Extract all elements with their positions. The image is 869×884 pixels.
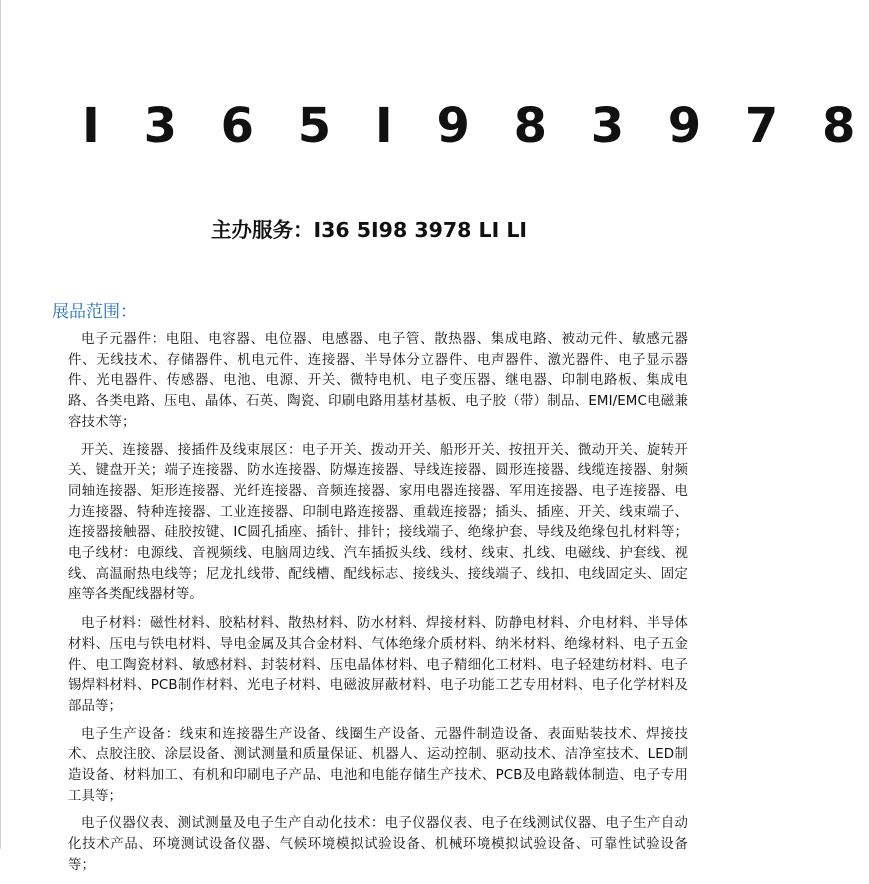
paragraph-electronic-components: 电子元器件：电阻、电容器、电位器、电感器、电子管、散热器、集成电路、被动元件、敏感元器件、无线技术、存储器件、机电元件、连接器、半导体分立器件、电声器件、激光器件、电子显示器件、光电器件、传感器、电池、电源、开关、微特电机、电子变压器、继电器、印制电路板、集成电路、各类电路、压电、晶体、石英、陶瓷、印刷电路用基材基板、电子胶（带）制品、EMI/EMC电磁兼容技术等； [68, 332, 688, 430]
paragraph-electronic-materials: 电子材料：磁性材料、胶粘材料、散热材料、防水材料、焊接材料、防静电材料、介电材料、半导体材料、压电与铁电材料、导电金属及其合金材料、气体绝缘介质材料、纳米材料、绝缘材料、电子五金件、电工陶瓷材料、敏感材料、封装材料、压电晶体材料、电子精细化工材料、电子轻建纺材料、电子锡焊料材料、PCB制作材料、光电子材料、电磁波屏蔽材料、电子功能工艺专用材料、电子化学材料及部品等； [68, 616, 688, 714]
paragraph-instruments-testing: 电子仪器仪表、测试测量及电子生产自动化技术：电子仪器仪表、电子在线测试仪器、电子生产自动化技术产品、环境测试设备仪器、气候环境模拟试验设备、机械环境模拟试验设备、可靠性试验设备等； [68, 816, 688, 873]
paragraph-switches-connectors: 开关、连接器、接插件及线束展区：电子开关、拨动开关、船形开关、按扭开关、微动开关、旋转开关、键盘开关；端子连接器、防水连接器、防爆连接器、导线连接器、圆形连接器、线缆连接器、射频同轴连接器、矩形连接器、光纤连接器、音频连接器、家用电器连接器、军用连接器、电子连接器、电力连接器、特种连接器、工业连接器、印制电路连接器、重载连接器；插头、插座、开关、线束端子、连接器接触器、硅胶按键、IC圆孔插座、插针、排针；接线端子、绝缘护套、导线及绝缘包扎材料等；电子线材：电源线、音视频线、电脑周边线、汽车插扳头线、线材、线束、扎线、电磁线、护套线、视线、高温耐热电线等；尼龙扎线带、配线槽、配线标志、接线头、接线端子、线扣、电线固定头、固定座等各类配线器材等。 [68, 442, 688, 603]
organizer-service-line: 主办服务：I36 5I98 3978 LI LI [211, 218, 528, 242]
phone-number-heading: I 3 6 5 I 9 8 3 9 7 8 [82, 98, 869, 154]
exhibit-scope-body [68, 330, 688, 884]
exhibit-scope-title: 展品范围： [52, 302, 137, 322]
paragraph-production-equipment: 电子生产设备：线束和连接器生产设备、线圈生产设备、元器件制造设备、表面贴装技术、焊接技术、点胶注胶、涂层设备、测试测量和质量保证、机器人、运动控制、驱动技术、洁净室技术、LED制造设备、材料加工、有机和印刷电子产品、电池和电能存储生产技术、PCB及电路载体制造、电子专用工具等； [68, 726, 688, 804]
page-edge-rule [0, 0, 1, 849]
